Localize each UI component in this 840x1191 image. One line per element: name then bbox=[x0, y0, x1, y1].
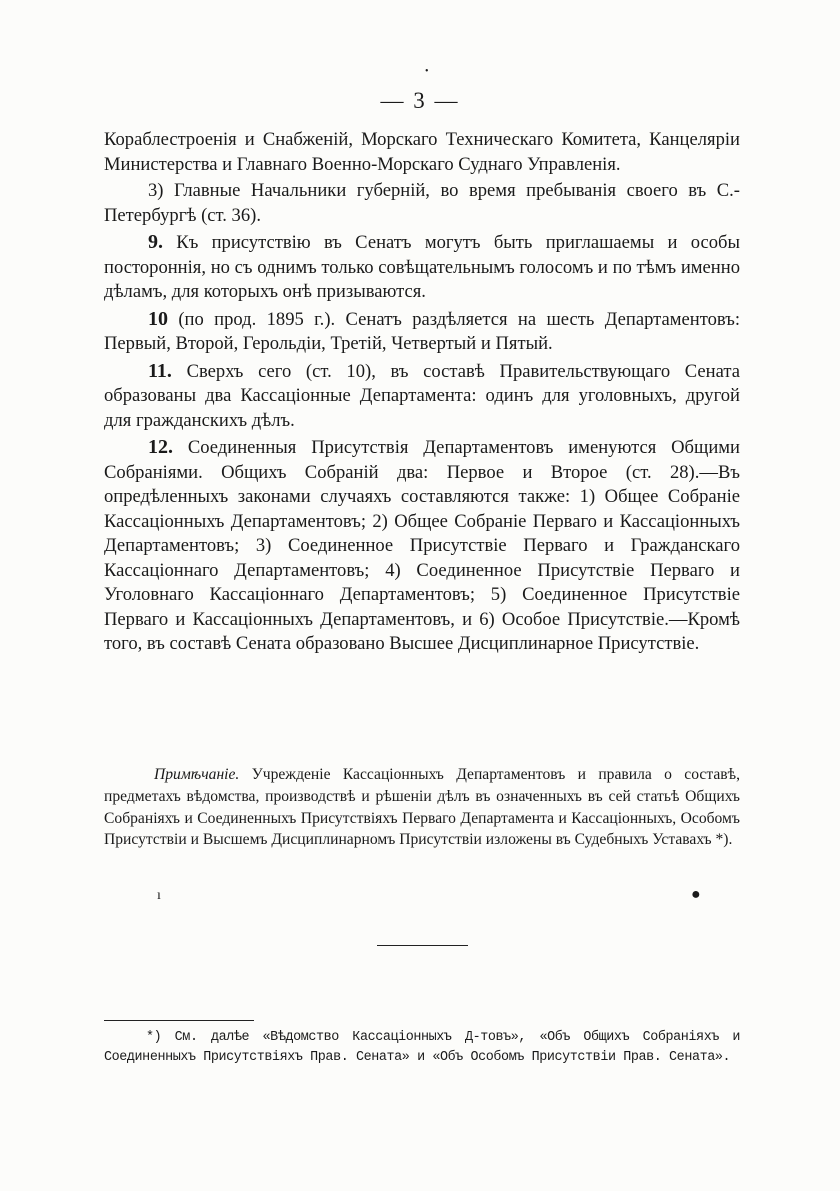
article-number: 11. bbox=[148, 359, 172, 382]
article-10 bbox=[104, 307, 740, 357]
article-number: 10 bbox=[148, 307, 168, 330]
article-text: Соединенныя Присутствія Департаментовъ именуются Общими Собраніями. Общихъ Собраній два: Первое и Второе (ст. 28).—Въ опредѣленныхъ законами случаяхъ составляются также: 1) Общее Собраніе Кассаціонныхъ Департаментовъ; 2) Общее Собраніе Перваго и Кассаціонныхъ Департаментовъ; 3) Соединенное Присутствіе Перваго и Гражданскаго Кассаціоннаго Департаментовъ; 4) Соединенное Присутствіе Перваго и Уголовнаго Кассаціоннаго Департаментовъ; 5) Соединенное Присутствіе Перваго и Кассаціонныхъ Департаментовъ, и 6) Особое Присутствіе.—Кромѣ того, въ составѣ Сената образовано Высшее Дисциплинарное Присутствіе. bbox=[104, 437, 740, 654]
stray-mark: • bbox=[425, 66, 429, 77]
main-text bbox=[104, 128, 740, 657]
footnote: *) См. далѣе «Вѣдомство Кассаціонныхъ Д-товъ», «Объ Общихъ Собраніяхъ и Соединенныхъ Присутствіяхъ Прав. Сената» и «Объ Особомъ Присутствіи Прав. Сената». bbox=[104, 1030, 740, 1065]
stray-mark: ı bbox=[157, 888, 161, 903]
article-text: Сверхъ сего (ст. 10), въ составѣ Правительствующаго Сената образованы два Кассаціонные Департамента: одинъ для уголовныхъ, другой для гражданскихъ дѣлъ. bbox=[104, 360, 740, 431]
paragraph-continued: Кораблестроенія и Снабженій, Морскаго Техническаго Комитета, Канцеляріи Министерства и Главнаго Военно-Морскаго Суднаго Управленія. bbox=[104, 129, 740, 175]
article-number: 12. bbox=[148, 436, 173, 458]
note-paragraph bbox=[104, 764, 740, 851]
article-number: 9. bbox=[148, 231, 163, 253]
page-header: — 3 — bbox=[380, 88, 460, 113]
section-divider bbox=[377, 945, 468, 946]
note-text: Учрежденіе Кассаціонныхъ Департаментовъ и правила о составѣ, предметахъ вѣдомства, производствѣ и рѣшеніи дѣлъ въ означенныхъ въ сей статьѣ Общихъ Собраніяхъ и Соединенныхъ Присутствіяхъ Перваго Департамента и Кассаціонныхъ, Особомъ Присутствіи и Высшемъ Дисциплинарномъ Присутствіи изложены въ Судебныхъ Уставахъ *). bbox=[104, 766, 740, 849]
article-11 bbox=[104, 359, 740, 434]
article-text: (по прод. 1895 г.). Сенатъ раздѣляется на шесть Департаментовъ: Первый, Второй, Герольдіи, Третій, Четвертый и Пятый. bbox=[104, 308, 740, 354]
article-12 bbox=[104, 435, 740, 657]
note-label: Примѣчаніе. bbox=[154, 766, 240, 783]
paragraph-item-3: 3) Главные Начальники губерній, во время пребыванія своего въ С.-Петербургѣ (ст. 36). bbox=[104, 180, 740, 226]
stray-mark: ● bbox=[691, 886, 701, 903]
article-9 bbox=[104, 230, 740, 305]
footnote-rule bbox=[104, 1020, 254, 1021]
article-text: Къ присутствію въ Сенатъ могутъ быть приглашаемы и особы постороннія, но съ однимъ только совѣщательнымъ голосомъ и по тѣмъ именно дѣламъ, для которыхъ онѣ призываются. bbox=[104, 232, 740, 302]
